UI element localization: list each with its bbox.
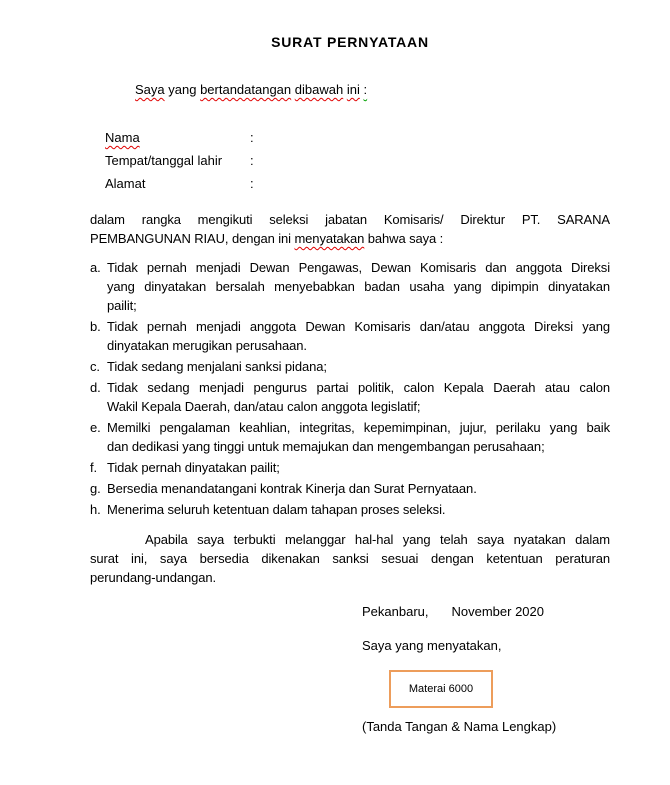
misspelled-word: menyatakan (294, 231, 365, 246)
signature-name-placeholder: (Tanda Tangan & Nama Lengkap) (362, 719, 557, 734)
field-row-alamat (105, 172, 254, 195)
item-line: Bersedia menandatangani kontrak Kinerja dan Surat Pernyataan. (107, 481, 477, 496)
statement-item-h (90, 500, 610, 519)
signature-declarer: Saya yang menyatakan, (362, 638, 502, 653)
list-marker: d. (90, 380, 101, 395)
statement-item-e (90, 418, 610, 456)
statement-item-g (90, 479, 610, 498)
field-colon: : (250, 176, 254, 191)
document-title: SURAT PERNYATAAN (271, 34, 429, 50)
list-marker: c. (90, 359, 100, 374)
paragraph-line: perundang-undangan. (90, 570, 217, 585)
item-line: yang dinyatakan bersalah menyebabkan badan usaha yang dipimpin dinyatakan (107, 279, 610, 294)
list-marker: h. (90, 502, 101, 517)
signature-date: November 2020 (451, 604, 544, 619)
item-line: dinyatakan merugikan perusahaan. (107, 338, 307, 353)
statement-item-f (90, 458, 610, 477)
materai-stamp-box (389, 670, 493, 708)
materai-label: Materai 6000 (408, 683, 474, 695)
list-marker: b. (90, 319, 101, 334)
item-line: Tidak pernah dinyatakan pailit; (107, 460, 280, 475)
item-line: pailit; (107, 298, 137, 313)
list-marker: f. (90, 460, 98, 475)
paragraph-line: dalam rangka mengikuti seleksi jabatan Komisaris/ Direktur PT. SARANA (90, 212, 610, 227)
grammar-flagged-colon: : (363, 82, 368, 97)
statement-item-b (90, 317, 610, 355)
list-marker: e. (90, 420, 101, 435)
misspelled-word: ini (346, 82, 360, 97)
item-line: dan dedikasi yang tinggi untuk memajukan dan mengembangan perusahaan; (107, 439, 545, 454)
text-run: PEMBANGUNAN RIAU, dengan ini (90, 231, 295, 246)
closing-paragraph (90, 530, 610, 587)
field-row-nama (105, 126, 254, 149)
field-row-tempat-tanggal-lahir (105, 149, 254, 172)
text-run: bahwa saya : (364, 231, 444, 246)
item-line: Tidak sedang menjadi pengurus partai politik, calon Kepala Daerah atau calon (107, 380, 610, 395)
item-line: Tidak sedang menjalani sanksi pidana; (107, 359, 327, 374)
paragraph-line: surat ini, saya bersedia dikenakan sanksi sesuai dengan ketentuan peraturan (90, 551, 610, 566)
preamble-paragraph (90, 210, 610, 248)
signature-city: Pekanbaru, (362, 604, 429, 619)
statement-item-a (90, 258, 610, 315)
paragraph-line (90, 229, 610, 248)
signature-place-date (362, 602, 544, 621)
statement-list (90, 258, 610, 521)
list-marker: a. (90, 260, 101, 275)
text-run: yang (164, 82, 201, 97)
field-label: Alamat (105, 176, 146, 191)
statement-item-c (90, 357, 610, 376)
misspelled-word: Saya (135, 82, 165, 97)
misspelled-word: dibawah (294, 82, 344, 97)
field-label: Tempat/tanggal lahir (105, 153, 223, 168)
field-colon: : (250, 153, 254, 168)
list-marker: g. (90, 481, 101, 496)
opening-statement (90, 80, 610, 99)
misspelled-word: bertandatangan (200, 82, 292, 97)
statement-item-d (90, 378, 610, 416)
item-line: Tidak pernah menjadi Dewan Pengawas, Dewan Komisaris dan anggota Direksi (107, 260, 610, 275)
item-line: Menerima seluruh ketentuan dalam tahapan proses seleksi. (107, 502, 446, 517)
item-line: Wakil Kepala Daerah, dan/atau calon anggota legislatif; (107, 399, 421, 414)
field-label: Nama (105, 130, 140, 145)
field-colon: : (250, 130, 254, 145)
item-line: Tidak pernah menjadi anggota Dewan Komisaris dan/atau anggota Direksi yang (107, 319, 610, 334)
paragraph-line: Apabila saya terbukti melanggar hal-hal yang telah saya nyatakan dalam (145, 532, 610, 547)
item-line: Memilki pengalaman keahlian, integritas, kepemimpinan, jujur, perilaku yang baik (107, 420, 610, 435)
identity-fields (105, 126, 254, 195)
